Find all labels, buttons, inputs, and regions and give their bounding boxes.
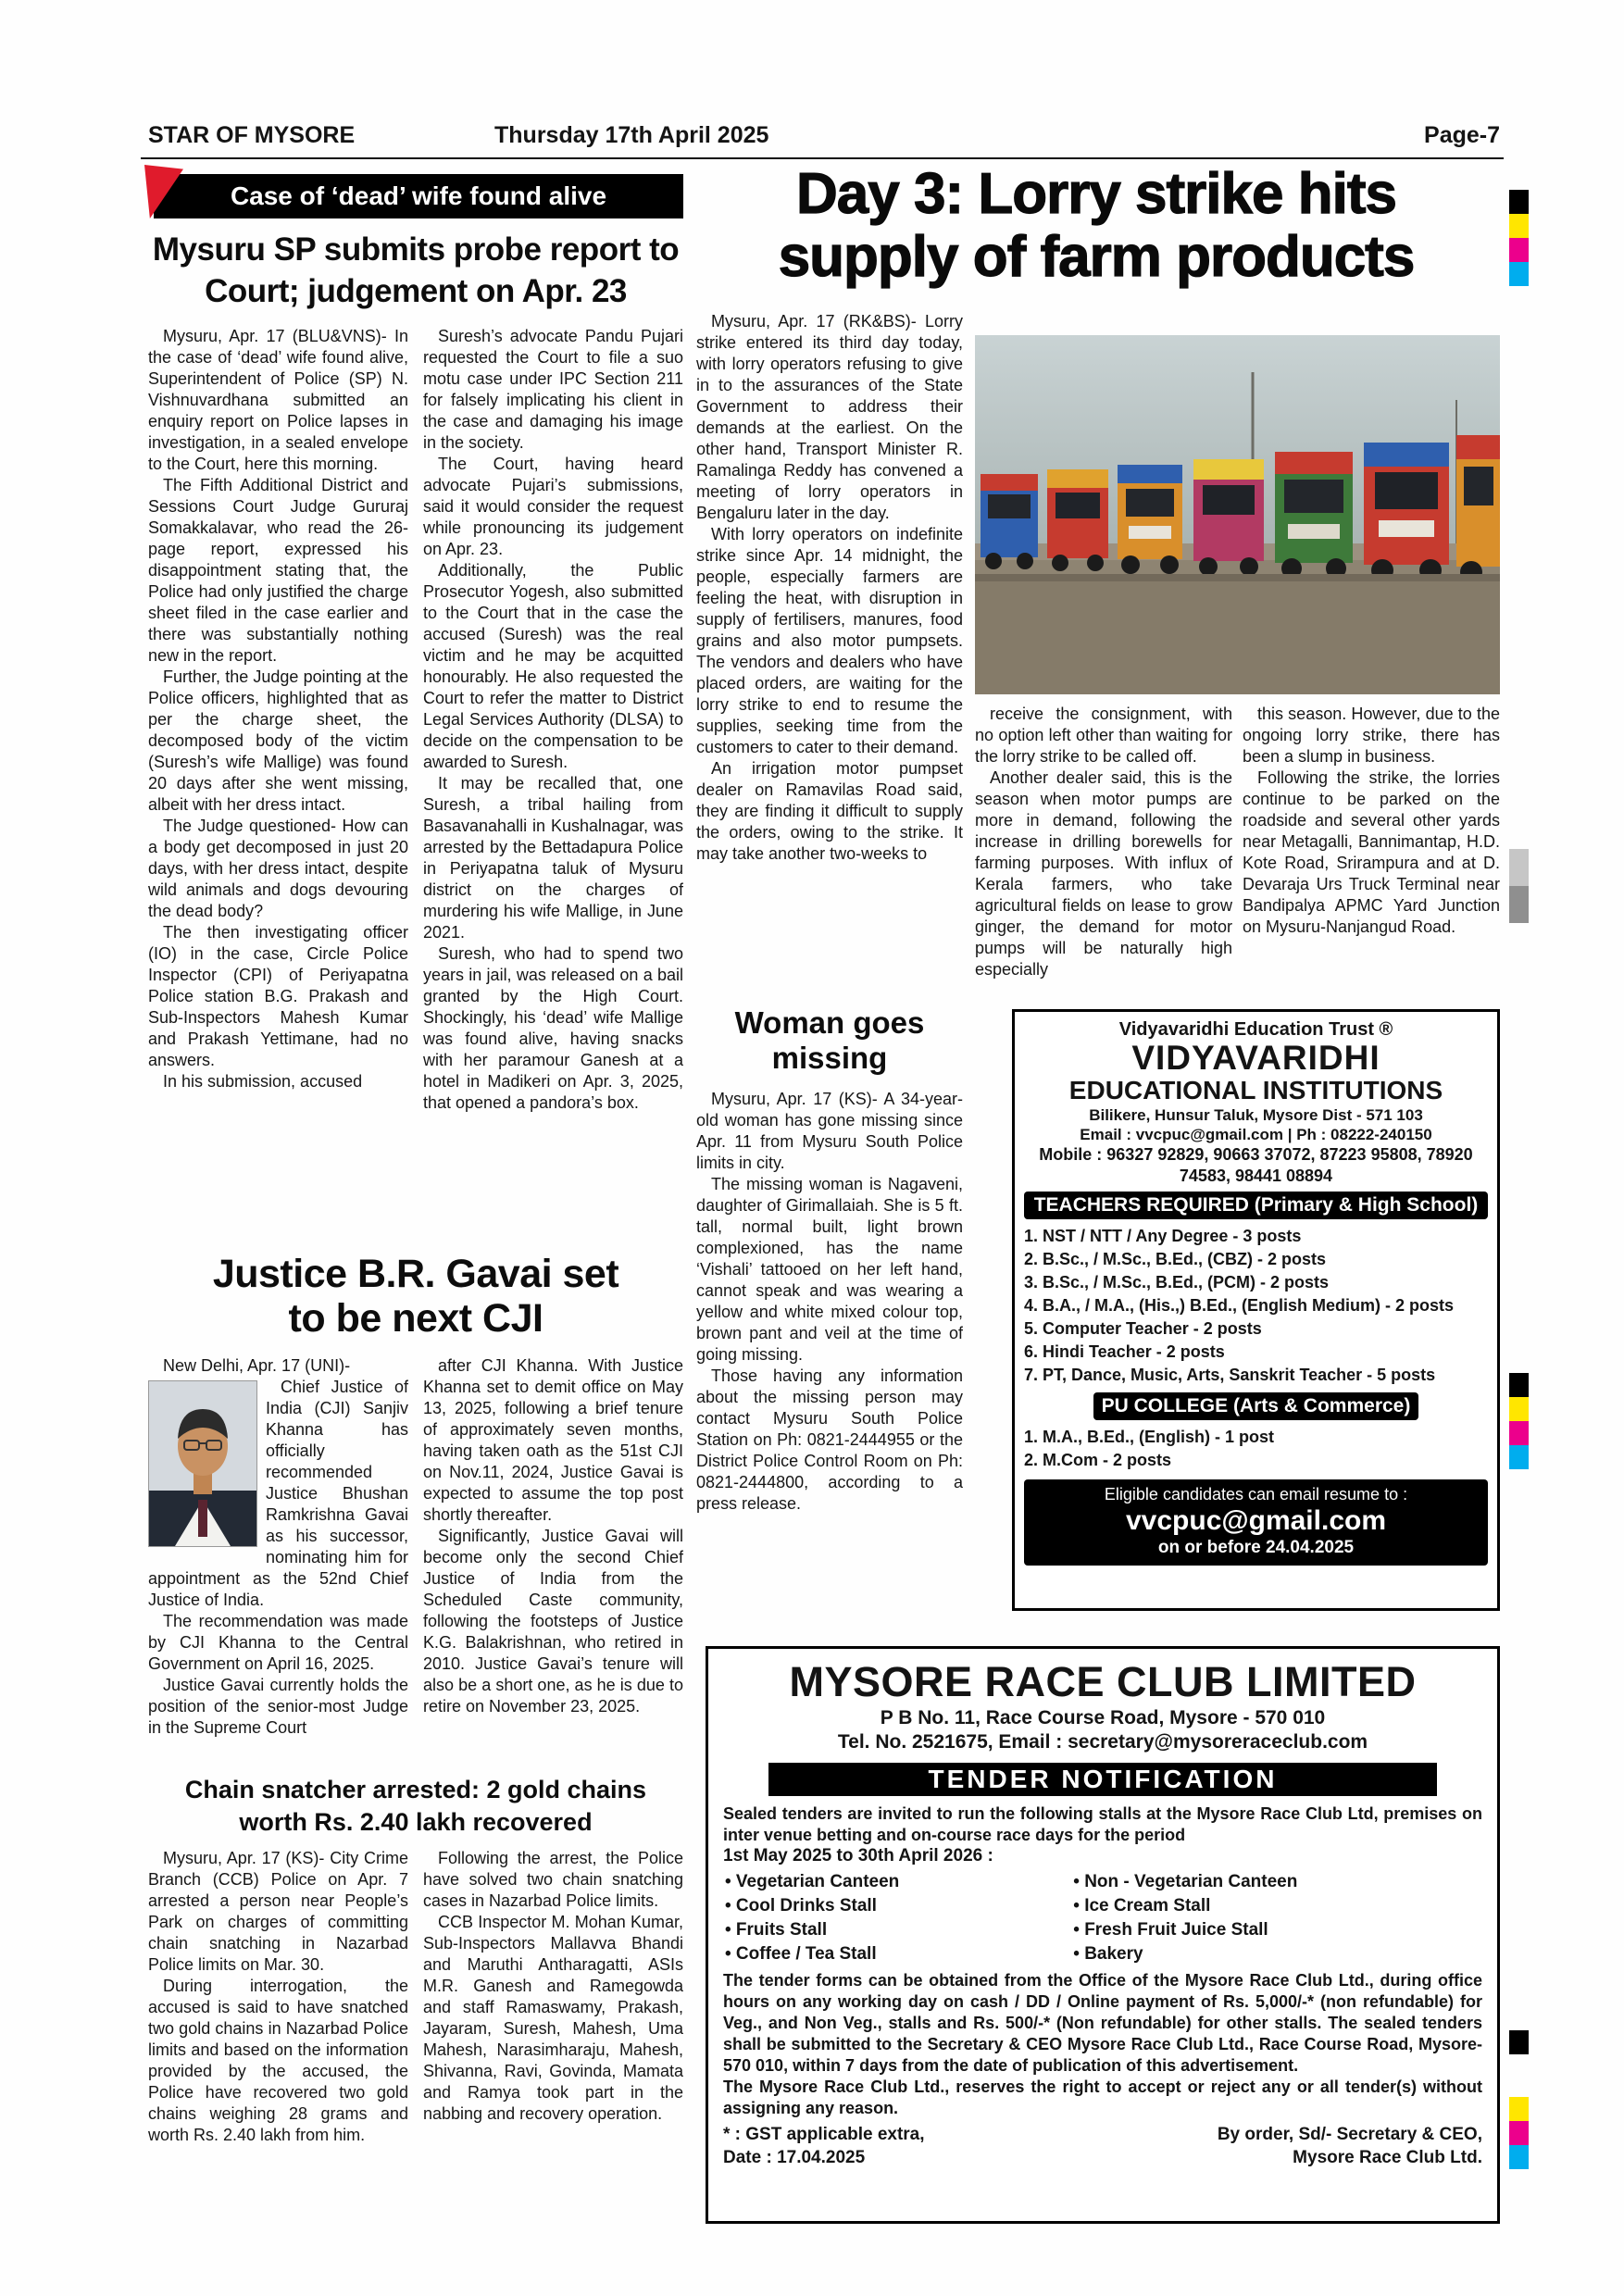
vv-teachers-banner: TEACHERS REQUIRED (Primary & High School) (1024, 1192, 1488, 1219)
gavai-photo (148, 1380, 257, 1547)
paragraph: 3. B.Sc., / M.Sc., B.Ed., (PCM) - 2 posts (1024, 1273, 1330, 1292)
paragraph: Mysuru, Apr. 17 (BLU&VNS)- In the case of ‘dead’ wife found alive, Superintendent of Police (SP) N. Vishnuvardhana submitted an enquiry report on Police lapses in investigation, in a sealed envelope to the Court, here this morning. (148, 326, 408, 473)
print-marks-middle (1509, 1373, 1529, 1469)
header-rule (141, 157, 1504, 159)
paragraph: after CJI Khanna. With Justice Khanna set to demit office on May 13, 2025, following a brief tenure of approximately seven months, having taken oath as the 51st CJI on Nov.11, 2024, Justice Gavai is expected to assume the top post shortly thereafter. (423, 1356, 683, 1525)
vv-footer-email: vvcpuc@gmail.com (1125, 1505, 1386, 1537)
kicker-text: Case of ‘dead’ wife found alive (230, 181, 607, 210)
stall-item: • Vegetarian Canteen (725, 1871, 900, 1891)
paragraph: Additionally, the Public Prosecutor Yogesh, also submitted to the Court that in the case the accused (Suresh) was the real victim and he may be acquitted honourably. He also requested the Court to refer the matter to District Legal Services Authority (DLSA) to decide on the compensation to be awarded to Suresh. (423, 560, 683, 771)
paragraph: The Court, having heard advocate Pujari’s submissions, said it would consider the request while pronouncing its judgement on Apr. 23. (423, 454, 683, 558)
color-swatch-black (1509, 2030, 1529, 2054)
cji-columns (148, 1355, 683, 1779)
print-marks-bottom-black (1509, 2030, 1529, 2054)
stall-item: • Ice Cream Stall (1073, 1895, 1211, 1915)
paragraph: Mysuru, Apr. 17 (KS)- A 34-year-old woman has gone missing since Apr. 11 from Mysuru South Police limits in city. (696, 1089, 963, 1172)
lorry-column-3 (1243, 704, 1500, 998)
color-swatch-yellow (1509, 1397, 1529, 1421)
color-swatch-magenta (1509, 2121, 1529, 2145)
color-swatch-cyan (1509, 262, 1529, 286)
lorry-headline (693, 163, 1500, 289)
probe-column-1 (148, 326, 408, 1231)
probe-columns (148, 326, 683, 1231)
stall-item: • Coffee / Tea Stall (725, 1943, 877, 1964)
rc-signature: Mysore Race Club Ltd. (1293, 2147, 1482, 2167)
paragraph: 1. NST / NTT / Any Degree - 3 posts (1024, 1227, 1302, 1246)
paragraph: Another dealer said, this is the season when motor pumps are more in demand, following the increase in drilling borewells for farming purposes. With influx of Kerala farmers, who take agricultural fields on lease to grow ginger, the demand for motor pumps will be naturally high especially (975, 768, 1232, 979)
lorry-headline-line2: supply of farm products (778, 225, 1415, 290)
rc-body1: The tender forms can be obtained from the Office of the Mysore Race Club Ltd., during office hours on any working day on cash / DD / Online payment of Rs. 5,000/-* (non refundable) for Veg., and Non Veg., stalls and Rs. 500/-* (Non refundable) for other stalls. The sealed tenders shall be submitted to the Secretary & CEO Mysore Race Club Ltd., Race Course Road, Mysore-570 010, within 7 days from the date of publication of this advertisement. (723, 1970, 1482, 2075)
paragraph: 7. PT, Dance, Music, Arts, Sanskrit Teacher - 5 posts (1024, 1366, 1436, 1385)
paragraph: Further, the Judge pointing at the Police officers, highlighted that as per the charge sheet, the decomposed body of the victim (Suresh’s wife Mallige) was found 20 days after she went missing, albeit with her dress intact. (148, 667, 408, 814)
ad-mysore-race-club (706, 1646, 1500, 2224)
print-marks-gray (1509, 849, 1529, 923)
vv-pu-posts (1024, 1426, 1488, 1472)
cji-headline-line1: Justice B.R. Gavai set (212, 1252, 619, 1296)
color-swatch-black (1509, 190, 1529, 214)
chain-headline (148, 1774, 683, 1839)
color-swatch-cyan (1509, 1445, 1529, 1469)
color-swatch-yellow (1509, 214, 1529, 238)
page-number: Page-7 (1424, 122, 1500, 148)
article-woman-missing (696, 1005, 963, 1607)
rc-by-order: By order, Sd/- Secretary & CEO, (1217, 2124, 1482, 2144)
probe-headline: Mysuru SP submits probe report to Court; judgement on Apr. 23 (152, 231, 680, 309)
probe-column-2 (423, 326, 683, 1231)
paragraph: The Judge questioned- How can a body get decomposed in just 20 days, with her dress intact, despite wild animals and dogs devouring the dead body? (148, 816, 408, 920)
rc-address: P B No. 11, Race Course Road, Mysore - 570 010 (880, 1707, 1326, 1728)
paragraph: Significantly, Justice Gavai will become only the second Chief Justice of India from the Scheduled Caste community, following the footsteps of Justice K.G. Balakrishnan, who retired in 2010. Justice Gavai’s tenure will also be a short one, as he is due to retire on November 23, 2025. (423, 1527, 683, 1716)
chain-column-2 (423, 1848, 683, 2229)
article-next-cji (148, 1252, 683, 1779)
vv-email-line: Email : vvcpuc@gmail.com | Ph : 08222-240150 (1080, 1125, 1432, 1143)
paragraph: 6. Hindi Teacher - 2 posts (1024, 1342, 1225, 1362)
vv-trust-line: Vidyavaridhi Education Trust ® (1118, 1019, 1393, 1040)
vv-footer (1024, 1479, 1488, 1566)
ad-vidyavaridhi (1012, 1009, 1500, 1611)
rc-contact: Tel. No. 2521675, Email : secretary@mysoreraceclub.com (837, 1731, 1368, 1753)
paragraph: receive the consignment, with no option left other than waiting for the lorry strike to be called off. (975, 705, 1232, 766)
lorry-headline-line1: Day 3: Lorry strike hits (796, 162, 1396, 226)
paragraph: It may be recalled that, one Suresh, a tribal hailing from Basavanahalli in Kushalnagar, was arrested by the Bettadapura Police in Periyapatna taluk of Mysuru district on the charges of murdering his wife Mallige, in June 2021. (423, 773, 683, 942)
paragraph: Justice Gavai currently holds the position of the senior-most Judge in the Supreme Court (148, 1676, 408, 1738)
missing-headline: Woman goes missing (734, 1005, 925, 1075)
print-marks-bottom-cmy (1509, 2097, 1529, 2169)
cji-headline-line2: to be next CJI (288, 1296, 543, 1341)
color-swatch-black (1509, 1373, 1529, 1397)
stall-item: • Fruits Stall (725, 1919, 828, 1940)
rc-intro2: 1st May 2025 to 30th April 2026 : (723, 1845, 993, 1866)
paragraph: Chief Justice of India (CJI) Sanjiv Khanna has officially recommended Justice Bhushan Ramkrishna Gavai as his successor, nominating him for appointment as the 52nd Chief Justice of India. (148, 1378, 408, 1610)
rc-date: Date : 17.04.2025 (723, 2147, 866, 2167)
chain-column-1 (148, 1848, 408, 2229)
paragraph: In his submission, accused (163, 1071, 363, 1091)
vv-pu-banner: PU COLLEGE (Arts & Commerce) (1093, 1392, 1418, 1420)
stall-item: • Fresh Fruit Juice Stall (1073, 1919, 1268, 1940)
lorry-column-2 (975, 704, 1232, 998)
rc-bottom-row (723, 2123, 1482, 2169)
paragraph: Suresh’s advocate Pandu Pujari requested the Court to file a suo motu case under IPC Section 211 for falsely implicating his client in the case and damaging his image in the society. (423, 326, 683, 452)
rc-note-left (723, 2123, 925, 2169)
vv-name-line1: VIDYAVARIDHI (1131, 1039, 1380, 1077)
paragraph: Following the arrest, the Police have solved two chain snatching cases in Nazarbad Police limits. (423, 1849, 683, 1911)
article-chain-snatcher (148, 1774, 683, 2229)
paragraph: 1. M.A., B.Ed., (English) - 1 post (1024, 1428, 1275, 1447)
print-marks-top (1509, 190, 1529, 286)
paragraph: Following the strike, the lorries continue to be parked on the roadside and several other yards near Metagalli, Bannimantap, H.D. Kote Road, Srirampura and at D. Devaraja Urs Truck Terminal near Bandipalya APMC Yard Junction on Mysuru-Nanjangud Road. (1243, 768, 1500, 936)
paragraph: Mysuru, Apr. 17 (KS)- City Crime Branch (CCB) Police on Apr. 7 arrested a person near People’s Park on charges of committing chain snatching in Nazarbad Police limits on Mar. 30. (148, 1849, 408, 1975)
rc-tender-banner: TENDER NOTIFICATION (768, 1763, 1437, 1796)
paragraph: this season. However, due to the ongoing lorry strike, there has been a slump in business. (1243, 705, 1500, 766)
gray-swatch-dark (1509, 886, 1529, 923)
paragraph: Mysuru, Apr. 17 (RK&BS)- Lorry strike entered its third day today, with lorry operators refusing to give in to the assurances of the State Government to address their demands at the earliest. On the other hand, Transport Minister R. Ramalinga Reddy has convened a meeting of lorry operators in Bengaluru later in the day. (696, 312, 963, 522)
vv-teacher-posts (1024, 1225, 1488, 1387)
missing-body (696, 1089, 963, 1607)
paragraph: 2. M.Com - 2 posts (1024, 1451, 1172, 1470)
cji-column-2 (423, 1355, 683, 1779)
paragraph: With lorry operators on indefinite strike since Apr. 14 midnight, the people, especially farmers are feeling the heat, with disruption in supply of fertilisers, manures, food grains and also motor pumpsets. The vendors and dealers who have placed orders, are waiting for the lorry strike to end to resume the supplies, seeking time from the customers to cater to their demand. (696, 525, 963, 756)
chain-headline-line1: Chain snatcher arrested: 2 gold chains (184, 1776, 647, 1803)
kicker-banner (154, 174, 683, 218)
rc-body2: The Mysore Race Club Ltd., reserves the right to accept or reject any or all tender(s) without assigning any reason. (723, 2077, 1482, 2117)
page-date: Thursday 17th April 2025 (494, 122, 769, 148)
stall-item: • Cool Drinks Stall (725, 1895, 877, 1915)
stall-item: • Non - Vegetarian Canteen (1073, 1871, 1298, 1891)
paragraph: CCB Inspector M. Mohan Kumar, Sub-Inspectors Mallavva Bhandi and Maruthi Antharagatti, ASIs M.R. Ganesh and Ramegowda and staff Ramaswamy, Prakash, Jayaram, Suresh, Mahesh, Uma Mahesh, Narasimharaju, Mahesh, Shivanna, Ravi, Govinda, Mamata and Ramya took part in the nabbing and recovery operation. (423, 1913, 683, 2124)
rc-gst-note: * : GST applicable extra, (723, 2124, 925, 2144)
paragraph: Suresh, who had to spend two years in jail, was released on a bail granted by the High Court. Shockingly, his ‘dead’ wife Mallige was found alive, having snacks with her paramour Ganesh at a hotel in Madikeri on Apr. 3, 2025, that opened a pandora’s box. (423, 943, 683, 1112)
vv-mobile-line: Mobile : 96327 92829, 90663 37072, 87223 95808, 78920 74583, 98441 08894 (1039, 1145, 1473, 1185)
rc-name: MYSORE RACE CLUB LIMITED (789, 1658, 1417, 1705)
lorry-photo-graphic (975, 335, 1500, 694)
paragraph: Those having any information about the missing person may contact Mysuru South Police Station on Ph: 0821-2444955 or the District Police Control Room on Ph: 0821-2444800, according to a press release. (696, 1366, 963, 1513)
vv-address: Bilikere, Hunsur Taluk, Mysore Dist - 571 103 (1089, 1105, 1423, 1124)
rc-intro1: Sealed tenders are invited to run the following stalls at the Mysore Race Club Ltd, premises on inter venue betting and on-course race days for the period (723, 1803, 1482, 1844)
gavai-photo-graphic (149, 1381, 256, 1546)
color-swatch-magenta (1509, 238, 1529, 262)
paragraph: 4. B.A., / M.A., (His.,) B.Ed., (English Medium) - 2 posts (1024, 1296, 1455, 1316)
cji-dateline: New Delhi, Apr. 17 (UNI)- (163, 1356, 351, 1376)
cji-headline (148, 1252, 683, 1341)
vv-footer-line2: on or before 24.04.2025 (1157, 1538, 1355, 1558)
lorry-column-1 (696, 311, 963, 998)
cji-column-1 (148, 1355, 408, 1779)
lorry-photo (975, 335, 1500, 694)
article-probe-report (148, 174, 683, 1231)
chain-headline-line2: worth Rs. 2.40 lakh recovered (239, 1808, 593, 1837)
rc-stall-list (725, 1870, 1482, 1966)
vv-footer-line1: Eligible candidates can email resume to : (1104, 1485, 1408, 1504)
paragraph: An irrigation motor pumpset dealer on Ramavilas Road said, they are finding it difficult to supply the orders, owing to the strike. It may take another two-weeks to (696, 759, 963, 863)
rc-note-right (1218, 2123, 1482, 2169)
paragraph: The recommendation was made by CJI Khanna to the Central Government on April 16, 2025. (148, 1612, 408, 1674)
red-corner-flag (144, 165, 183, 218)
stall-item: • Bakery (1073, 1943, 1143, 1964)
gray-swatch-light (1509, 849, 1529, 886)
color-swatch-cyan (1509, 2145, 1529, 2169)
paragraph: The then investigating officer (IO) in the case, Circle Police Inspector (CPI) of Periyapatna Police station B.G. Prakash and Sub-Inspectors Mahesh Kumar and Prakash Yettimane, had no answers. (148, 922, 408, 1069)
masthead: STAR OF MYSORE (148, 122, 356, 148)
paragraph: The missing woman is Nagaveni, daughter of Girimallaiah. She is 5 ft. tall, normal built, light brown complexioned, has the name ‘Vishali’ tattooed on her left hand, cannot speak and was wearing a yellow and white mixed colour top, brown pant and veil at the time of going missing. (696, 1174, 963, 1364)
color-swatch-magenta (1509, 1421, 1529, 1445)
color-swatch-yellow (1509, 2097, 1529, 2121)
paragraph: 2. B.Sc., / M.Sc., B.Ed., (CBZ) - 2 posts (1024, 1250, 1327, 1269)
paragraph: The Fifth Additional District and Sessions Court Judge Gururaj Somakkalavar, who read the 26-page report, expressed his disappointment stating that, the Police had only justified the charge sheet filed in the case earlier and there was substantially nothing new in the report. (148, 475, 408, 665)
vv-name-line2: EDUCATIONAL INSTITUTIONS (1068, 1075, 1443, 1104)
paragraph: During interrogation, the accused is said to have snatched two gold chains in Nazarbad Police limits and based on the information provided by the accused, the Police have recovered two gold chains weighing 28 grams and worth Rs. 2.40 lakh from him. (148, 1977, 408, 2145)
chain-columns (148, 1848, 683, 2229)
paragraph: 5. Computer Teacher - 2 posts (1024, 1319, 1262, 1339)
